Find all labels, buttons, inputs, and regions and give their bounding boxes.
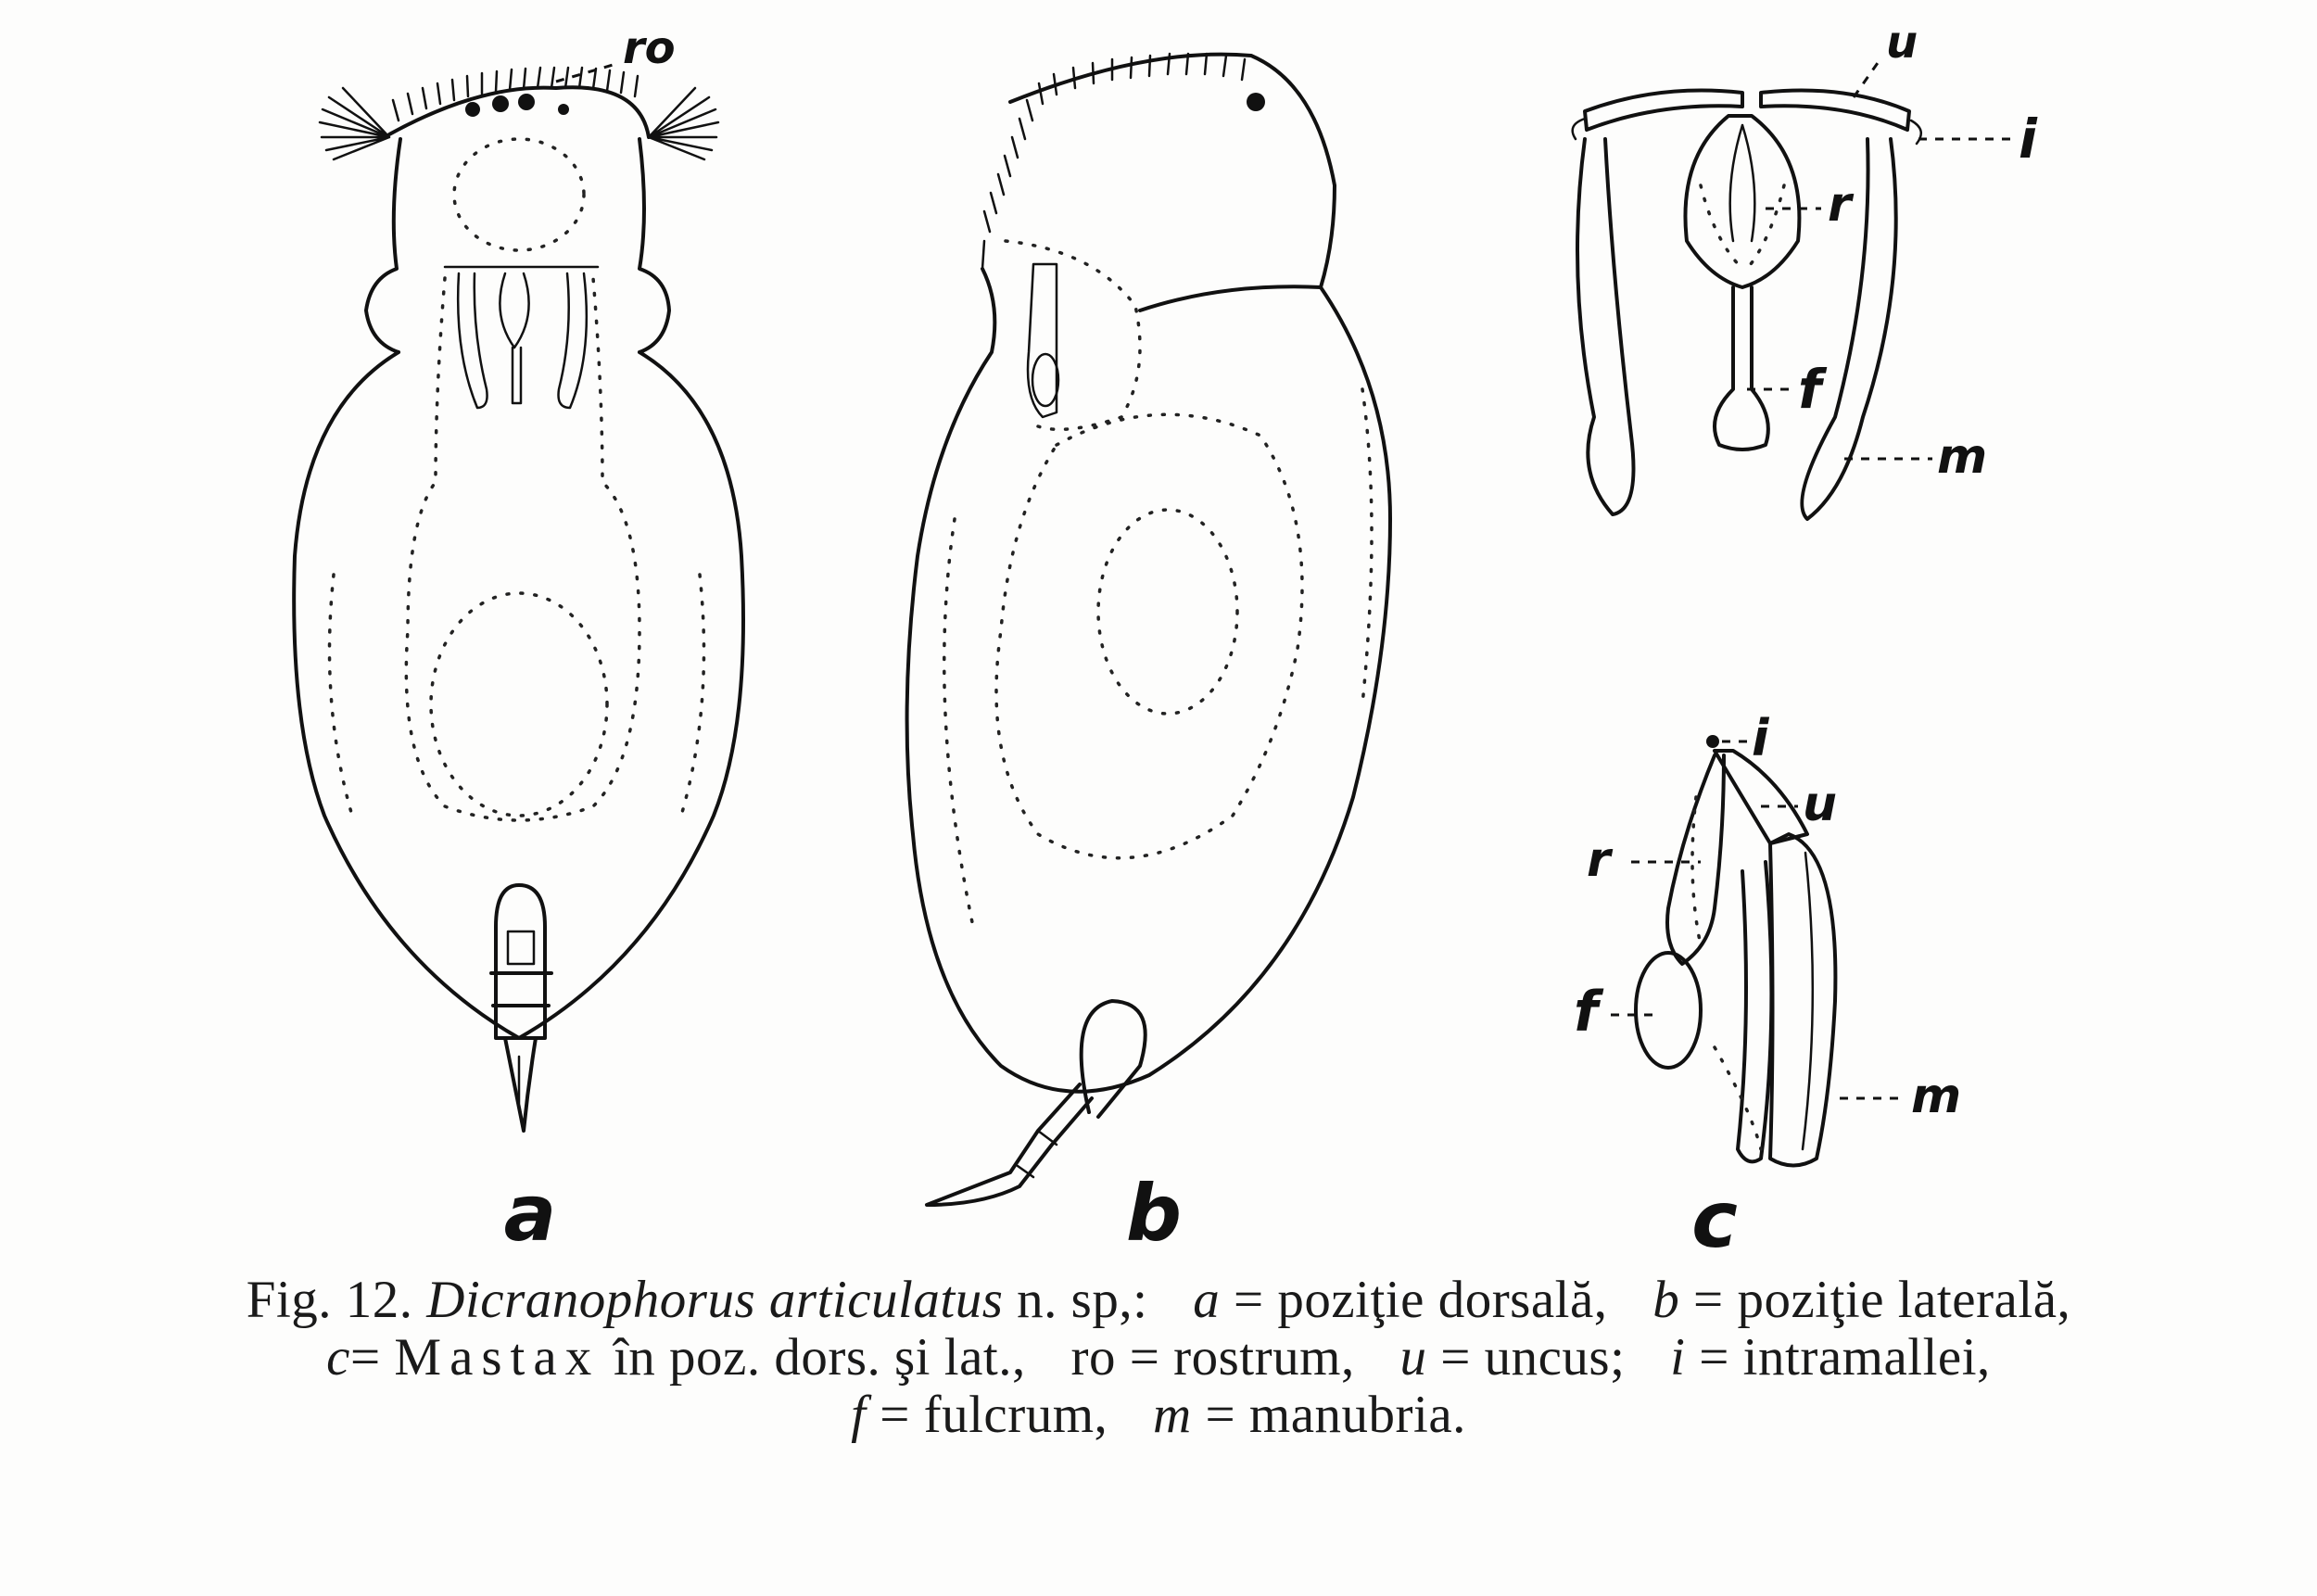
toes — [505, 1038, 536, 1131]
manubrium-lateral — [1770, 834, 1835, 1166]
label-r-top: r — [1828, 177, 1852, 233]
body-outline-lateral — [907, 55, 1390, 1092]
label-r-bottom: r — [1587, 832, 1611, 888]
rami-lateral — [1667, 755, 1724, 964]
label-u-top: u — [1886, 17, 1918, 69]
label-u-bottom: u — [1803, 777, 1838, 832]
gut-dots-lateral — [996, 414, 1302, 857]
mastax-lateral-lobe — [1032, 354, 1058, 406]
caption-key-b: b — [1652, 1271, 1680, 1329]
panel-c-mastax-dorsal — [1573, 91, 1921, 520]
body-side-dots — [330, 575, 353, 816]
head-left-outline — [366, 139, 400, 352]
stipple-lateral — [1692, 797, 1761, 1149]
fulcrum-lateral — [1636, 953, 1701, 1068]
caption-key-u: u — [1399, 1328, 1427, 1387]
label-ro: ro — [623, 22, 676, 74]
caption-val-i: = intramallei, — [1699, 1328, 1991, 1387]
eyespot — [558, 104, 569, 115]
manubrium-lateral-inner — [1803, 853, 1813, 1149]
mastax-rami-fulcrum — [500, 273, 528, 403]
panel-label-c: c — [1691, 1174, 1738, 1265]
mastax-lateral — [1028, 264, 1057, 417]
right-cilia-tuft — [649, 88, 718, 159]
gut-dotted — [406, 278, 639, 820]
side-dots — [1362, 389, 1372, 704]
foot-segment — [496, 885, 545, 1038]
caption-val-m: = manubria. — [1205, 1386, 1466, 1444]
head-body-junction — [1140, 286, 1321, 310]
brain-dotted — [454, 139, 584, 250]
label-f-bottom: f — [1574, 980, 1599, 1045]
mastax-manubrium — [458, 273, 487, 408]
caption-line-1 — [0, 1272, 2317, 1329]
manubrium-lateral-back — [1738, 862, 1771, 1161]
eyespot — [1247, 93, 1265, 111]
fulcrum — [1715, 287, 1768, 450]
caption-val-f: = fulcrum, — [880, 1386, 1108, 1444]
label-i-top: i — [2019, 108, 2037, 171]
side-dots — [944, 519, 973, 927]
caption-key-f: f — [851, 1386, 867, 1444]
caption-val-a: = poziţie dorsală, — [1233, 1271, 1608, 1329]
body-outline — [294, 352, 743, 1038]
manubrium-left — [1577, 139, 1634, 514]
caption-val-u: = uncus; — [1440, 1328, 1626, 1387]
label-m-top: m — [1937, 429, 1988, 485]
head-dots — [1006, 241, 1140, 429]
caption-key-ro: ro — [1070, 1328, 1116, 1387]
rami-split — [1730, 125, 1755, 241]
panel-b-drawing — [907, 54, 1390, 1205]
caption-key-a: a — [1193, 1271, 1221, 1329]
label-i-bottom: i — [1752, 709, 1769, 767]
ovary-dots-lateral — [1098, 510, 1237, 714]
intramallei-point — [1706, 735, 1719, 748]
label-m-bottom: m — [1911, 1069, 1962, 1124]
caption-key-c: c — [326, 1328, 350, 1387]
caption-line-2 — [0, 1329, 2317, 1387]
caption-val-ro: = rostrum, — [1129, 1328, 1355, 1387]
left-cilia-tuft — [320, 88, 389, 159]
head-right-outline — [639, 139, 669, 352]
caption-line-3 — [0, 1387, 2317, 1444]
panel-label-a: a — [503, 1168, 557, 1259]
mastax-manubrium — [559, 273, 587, 408]
toe-lateral — [927, 1084, 1092, 1205]
caption-mastax-rest: în poz. dors. şi lat., — [613, 1328, 1026, 1387]
eyespot — [492, 95, 509, 112]
caption-val-b: = poziţie laterală, — [1693, 1271, 2071, 1329]
caption-mastax: Mastax — [394, 1328, 601, 1387]
rami — [1685, 116, 1799, 287]
uncus-right — [1761, 91, 1909, 131]
foot-rings — [491, 973, 551, 1006]
caption-key-i: i — [1670, 1328, 1686, 1387]
caption-eq-c: = — [349, 1328, 381, 1387]
foot-inner — [508, 931, 534, 964]
figure-caption — [0, 1272, 2317, 1444]
leader-u-top — [1854, 60, 1880, 97]
panel-label-b: b — [1125, 1168, 1183, 1259]
corona-edge — [389, 87, 649, 137]
eyespot — [465, 102, 480, 117]
label-f-top: f — [1798, 358, 1822, 421]
corona-cilia-lateral — [982, 54, 1245, 269]
caption-species: Dicranophorus articulatus — [426, 1271, 1004, 1329]
panel-a-drawing — [294, 68, 743, 1131]
caption-key-m: m — [1153, 1386, 1192, 1444]
caption-species-suffix: n. sp,: — [1017, 1271, 1148, 1329]
eyespot — [518, 94, 535, 110]
caption-fig-number: Fig. 12. — [246, 1271, 413, 1329]
body-side-dots — [681, 575, 704, 816]
rami-stipple — [1701, 185, 1784, 269]
ovary-dotted — [431, 593, 607, 816]
